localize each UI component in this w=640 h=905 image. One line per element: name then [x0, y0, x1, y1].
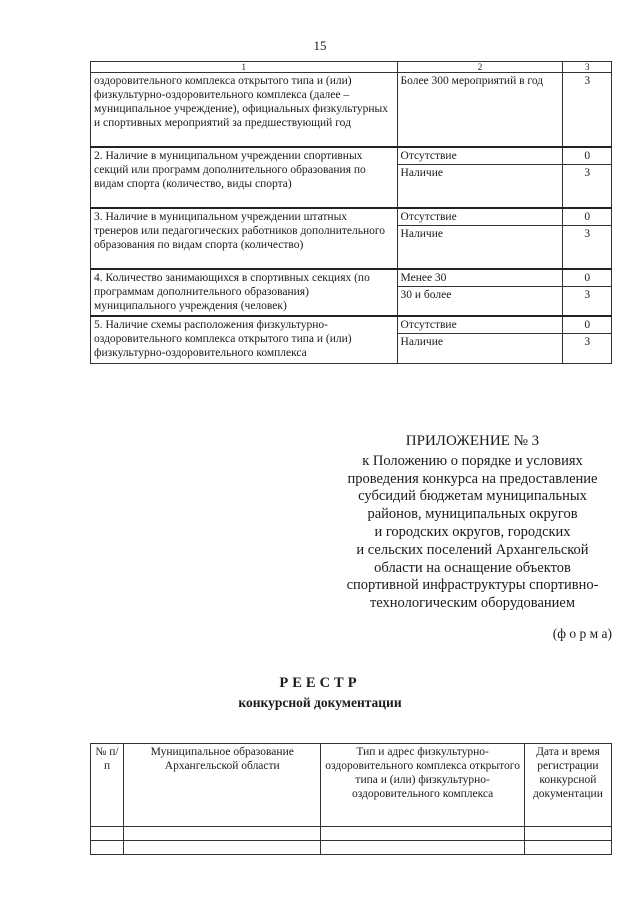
register-empty-row	[91, 841, 612, 855]
criterion-option: Отсутствие	[397, 147, 563, 165]
criterion-option: Отсутствие	[397, 208, 563, 226]
criterion-option: Более 300 мероприятий в год	[397, 73, 563, 148]
criterion-score: 3	[563, 226, 612, 270]
annex-title: ПРИЛОЖЕНИЕ № 3	[405, 433, 540, 449]
criterion-text: 2. Наличие в муниципальном учреждении спортивных секций или программ дополнительного образования по видам спорта (количество, виды спорта)	[91, 147, 398, 208]
table-row	[91, 269, 612, 287]
table-row	[91, 208, 612, 226]
header-cell-1: 1	[91, 62, 398, 73]
criterion-score: 0	[563, 208, 612, 226]
criteria-table	[90, 61, 612, 364]
criterion-option: Наличие	[397, 334, 563, 364]
annex-line: районов, муниципальных округов	[367, 506, 578, 523]
register-empty-row	[91, 827, 612, 841]
empty-cell	[524, 841, 611, 855]
register-table	[90, 743, 612, 855]
annex-line: и сельских поселений Архангельской	[356, 541, 589, 558]
criterion-score: 0	[563, 316, 612, 334]
empty-cell	[124, 827, 321, 841]
empty-cell	[124, 841, 321, 855]
form-label: (ф о р м а)	[552, 626, 612, 641]
annex-line: к Положению о порядке и условиях	[362, 452, 583, 469]
criterion-score: 0	[563, 269, 612, 287]
table-row	[91, 316, 612, 334]
criterion-option: Наличие	[397, 165, 563, 209]
header-cell-2: 2	[397, 62, 563, 73]
criterion-score: 3	[563, 165, 612, 209]
register-subtitle: конкурсной документации	[238, 695, 402, 710]
criterion-option: Наличие	[397, 226, 563, 270]
criterion-text: оздоровительного комплекса открытого типа и (или) физкультурно-оздоровительного комплекса (далее – муниципальное учреждение), официальных физкультурных и спортивных мероприятий за предшествующий год	[91, 73, 398, 148]
criterion-text: 4. Количество занимающихся в спортивных секциях (по программам дополнительного образования) муниципального учреждения (человек)	[91, 269, 398, 316]
register-header-row	[91, 744, 612, 827]
criterion-score: 3	[563, 73, 612, 148]
table-header-row	[91, 62, 612, 73]
annex-block	[330, 433, 615, 613]
empty-cell	[524, 827, 611, 841]
empty-cell	[321, 841, 524, 855]
column-number: № п/п	[91, 744, 124, 827]
annex-line: спортивной инфраструктуры спортивно-	[346, 577, 599, 594]
annex-line: субсидий бюджетам муниципальных	[358, 488, 587, 505]
criterion-score: 3	[563, 287, 612, 317]
criterion-option: Менее 30	[397, 269, 563, 287]
table-row	[91, 147, 612, 165]
empty-cell	[91, 841, 124, 855]
annex-line: проведения конкурса на предоставление	[347, 470, 598, 487]
criterion-score: 3	[563, 334, 612, 364]
column-complex: Тип и адрес физкультурно-оздоровительного комплекса открытого типа и (или) физкультурно-оздоровительного комплекса	[321, 744, 524, 827]
annex-line: области на оснащение объектов	[374, 559, 571, 576]
register-title: РЕЕСТР	[279, 675, 361, 691]
empty-cell	[91, 827, 124, 841]
criterion-option: 30 и более	[397, 287, 563, 317]
criterion-text: 3. Наличие в муниципальном учреждении штатных тренеров или педагогических работников дополнительного образования по видам спорта (количество)	[91, 208, 398, 269]
header-cell-3: 3	[563, 62, 612, 73]
annex-line: и городских округов, городских	[374, 523, 571, 540]
table-row	[91, 73, 612, 148]
criterion-option: Отсутствие	[397, 316, 563, 334]
page-number: 15	[313, 38, 327, 53]
empty-cell	[321, 827, 524, 841]
column-registration-date: Дата и время регистрации конкурсной документации	[524, 744, 611, 827]
column-municipality: Муниципальное образование Архангельской области	[124, 744, 321, 827]
annex-line: технологическим оборудованием	[369, 595, 576, 612]
criterion-text: 5. Наличие схемы расположения физкультурно-оздоровительного комплекса открытого типа и (или) физкультурно-оздоровительного комплекса	[91, 316, 398, 364]
criterion-score: 0	[563, 147, 612, 165]
